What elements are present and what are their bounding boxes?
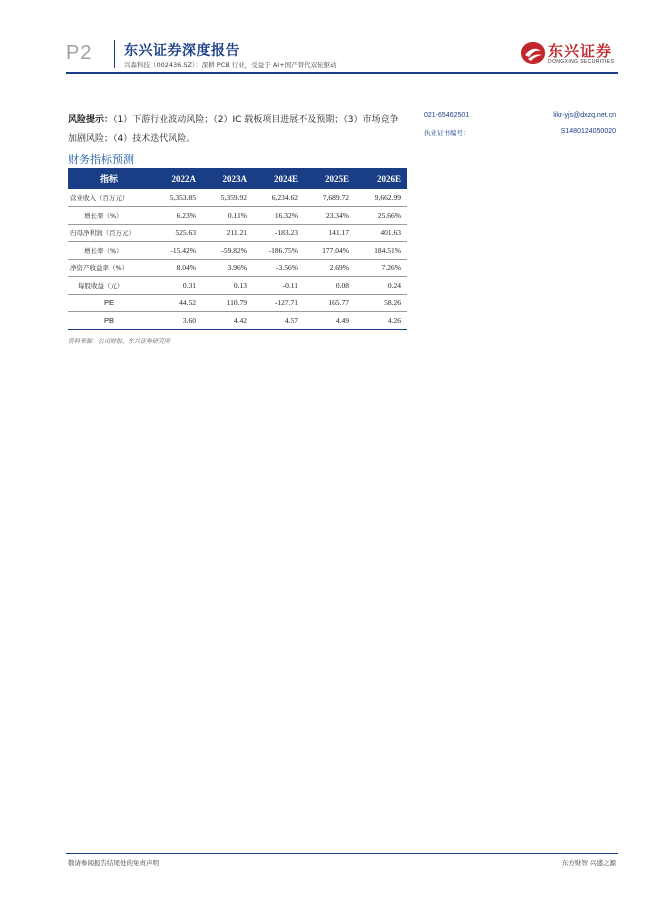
logo-text-en: DONGXING SECURITIES [548,59,615,65]
row-label: PB [68,312,150,330]
page-header [66,38,618,70]
table-header-row [68,168,407,189]
table-cell: 23.34% [304,207,355,225]
table-cell: 110.79 [202,294,253,312]
table-cell: 5,353.85 [169,193,196,202]
header-cell: 指标 [68,168,150,189]
table-cell: 6,234.62 [271,193,298,202]
table-cell: 8.04% [150,259,202,277]
table-cell: 4.42 [202,312,253,330]
table-cell: 0.13 [202,277,253,295]
table-cell: 177.04% [304,242,355,260]
table-cell: -183.23 [253,224,304,242]
table-cell: -127.71 [253,294,304,312]
table-cell: 4.57 [253,312,304,330]
risk-warning [68,111,406,149]
table-cell: 44.52 [150,294,202,312]
table-cell: 9,662.99 [374,193,401,202]
header-cell: 2026E [355,168,407,189]
table-cell: -15.42% [150,242,202,260]
table-cell: -0.11 [253,277,304,295]
table-cell: -59.82% [202,242,253,260]
section-title: 财务指标预测 [68,153,134,166]
row-label: 净资产收益率（%） [68,259,150,277]
table-row [68,224,407,242]
table-cell: 16.32% [253,207,304,225]
footer-rule [66,853,618,854]
logo-mark-icon [520,41,546,65]
table-cell: 3.60 [150,312,202,330]
contact-email[interactable]: likr-yjs@dxzq.net.cn [553,112,616,119]
table-row [68,294,407,312]
table-cell: 211.21 [202,224,253,242]
row-label: 增长率（%） [68,242,150,260]
table-cell: 141.17 [304,224,355,242]
report-title: 东兴证券深度报告 [124,43,240,59]
table-cell: 2.69% [304,259,355,277]
table-row [68,189,407,207]
table-cell: 6.23% [150,207,202,225]
footer-disclaimer: 敬请参阅报告结尾处的免责声明 [68,859,159,867]
risk-text: （1）下游行业波动风险；（2）IC 载板项目进展不及预期；（3）市场竞争加剧风险；（4）技术迭代风险。 [68,115,399,144]
cert-label: 执业证书编号： [424,129,470,137]
table-row [68,207,407,225]
analyst-contact [424,112,616,144]
table-cell: 4.26 [355,312,407,330]
page-number: P2 [66,42,93,64]
table-cell: 0.24 [355,277,407,295]
table-cell: 0.08 [304,277,355,295]
table-cell: 0.31 [150,277,202,295]
risk-label: 风险提示： [68,115,114,125]
table-cell: -3.56% [253,259,304,277]
header-cell: 2024E [253,168,304,189]
table-row [68,312,407,330]
table-cell: 58.26 [355,294,407,312]
table-row [68,242,407,260]
table-row [68,259,407,277]
logo-text-cn: 东兴证券 [548,42,613,60]
cert-number: S1480124050020 [560,128,616,135]
table-cell: 4.49 [304,312,355,330]
table-cell: 184.51% [355,242,407,260]
row-label: 营业收入（百万元） [70,194,129,202]
header-divider [114,40,115,68]
row-label: 每股收益（元） [68,277,150,295]
header-cell: 2022A [150,168,202,189]
table-cell: 7,689.72 [322,193,349,202]
table-row [68,277,407,295]
data-source-note: 资料来源：公司财报、东兴证券研究所 [68,338,171,345]
table-cell: 525.63 [150,224,202,242]
table-cell: 3.96% [202,259,253,277]
table-cell: 0.11% [202,207,253,225]
row-label: 归母净利润（百万元） [68,224,150,242]
table-cell: 7.26% [355,259,407,277]
financial-forecast-table [68,168,407,330]
report-subtitle: 兴森科技（002436.SZ）：深耕 PCB 行业，受益于 AI+国产替代双轮驱动 [124,61,337,69]
footer-slogan: 东方财智 兴盛之源 [561,859,616,867]
row-label: 增长率（%） [68,207,150,225]
table-cell: 25.66% [355,207,407,225]
row-label: PE [68,294,150,312]
header-cell: 2025E [304,168,355,189]
table-cell: 165.77 [304,294,355,312]
table-cell: -186.75% [253,242,304,260]
header-rule [66,72,618,74]
header-cell: 2023A [202,168,253,189]
table-cell: 5,359.92 [220,193,247,202]
contact-phone: 021-65462501 [424,112,470,119]
company-logo [520,38,618,70]
table-cell: 401.63 [355,224,407,242]
